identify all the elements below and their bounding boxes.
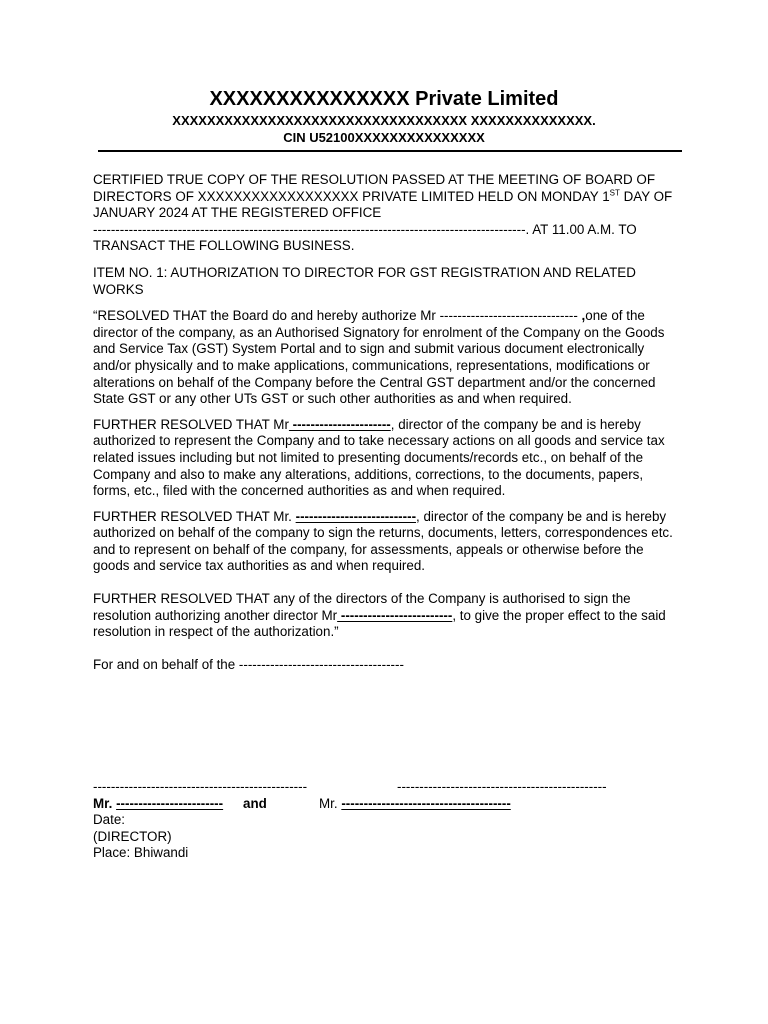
- res3-blank: ---------------------------: [295, 508, 417, 524]
- signatory-1: [93, 796, 223, 813]
- company-name: XXXXXXXXXXXXXXX Private Limited: [209, 88, 559, 110]
- signature-lines: [93, 779, 679, 796]
- res4-before: FURTHER RESOLVED THAT any of the directors of the Company is authorised to sign the resolution authorizing another director Mr: [93, 591, 631, 623]
- signatory-2-prefix: Mr.: [319, 795, 342, 811]
- date-label: Date:: [93, 812, 126, 828]
- res1-after: one of the director of the company, as an Authorised Signatory for enrolment of the Company on the Goods and Service Tax (GST) System Portal and to sign and submit various document electronically and/or physically and to make applications, communications, representations, modifications or alterations on behalf of the Company before the Central GST department and/or the concerned State GST or any other UTs GST or such other authorities as and when required.: [93, 308, 665, 407]
- res2-before: FURTHER RESOLVED THAT Mr: [93, 416, 289, 432]
- intro-line3: -------------------------------------------------------------------------------------------------. AT 11.00 A.M. TO TRANSACT THE FOLLOWING BUSINESS.: [93, 221, 637, 254]
- company-address: XXXXXXXXXXXXXXXXXXXXXXXXXXXXXXXXXX XXXXXXXXXXXXXX.: [172, 113, 596, 128]
- header-divider: [98, 150, 682, 152]
- and-label: and: [243, 795, 267, 811]
- res3-after: , director of the company be and is hereby authorized on behalf of the company to sign the returns, documents, letters, correspondences etc. and to represent on behalf of the company, for assessments, appeals or otherwise before the goods and service tax authorities as and when required.: [93, 508, 673, 574]
- res4-after: , to give the proper effect to the said resolution in respect of the authorization.”: [93, 607, 666, 640]
- company-cin: CIN U52100XXXXXXXXXXXXXXX: [283, 130, 485, 145]
- resolution-paragraph-3: [93, 509, 679, 575]
- res2-blank: ----------------------: [288, 416, 391, 432]
- intro-line2: DAY OF JANUARY 2024 AT THE REGISTERED OFFICE: [93, 188, 673, 221]
- signatory-2: [319, 796, 511, 813]
- signatory-1-prefix: Mr.: [93, 795, 117, 811]
- resolution-paragraph-1: [93, 308, 679, 408]
- resolution-body: [93, 172, 679, 673]
- letterhead: [0, 88, 768, 146]
- intro-superscript: ST: [609, 188, 620, 198]
- intro-paragraph: [93, 172, 679, 255]
- signature-block: [93, 779, 679, 862]
- place-label: Place: Bhiwandi: [93, 845, 189, 861]
- signature-line-right: -----------------------------------------------: [397, 779, 607, 794]
- signatory-2-blank: --------------------------------------: [341, 795, 511, 811]
- signature-line-left: ------------------------------------------------: [93, 779, 308, 794]
- signatory-names: [93, 796, 679, 813]
- item-heading: ITEM NO. 1: AUTHORIZATION TO DIRECTOR FOR GST REGISTRATION AND RELATED WORKS: [93, 264, 636, 297]
- res1-before: “RESOLVED THAT the Board do and hereby authorize Mr -------------------------------: [93, 308, 582, 324]
- resolution-paragraph-4: [93, 591, 679, 641]
- signatory-1-blank: ------------------------: [116, 795, 224, 811]
- res3-before: FURTHER RESOLVED THAT Mr.: [93, 508, 296, 524]
- intro-line1: CERTIFIED TRUE COPY OF THE RESOLUTION PASSED AT THE MEETING OF BOARD OF DIRECTORS OF XXXXXXXXXXXXXXXXXX PRIVATE LIMITED HELD ON MONDAY 1: [93, 172, 655, 204]
- behalf-line: For and on behalf of the -------------------------------------: [93, 656, 404, 672]
- res4-blank: -------------------------: [337, 607, 453, 623]
- role-label: (DIRECTOR): [93, 828, 172, 844]
- res1-bold: ,: [581, 308, 586, 324]
- res2-after: , director of the company be and is hereby authorized to represent the Company and to take necessary actions on all goods and service tax related issues including but not limited to presenting documents/records etc., on behalf of the Company and also to make any alterations, additions, corrections, to the documents, papers, forms, etc., filed with the concerned authorities as and when required.: [93, 416, 665, 499]
- resolution-paragraph-2: [93, 417, 679, 500]
